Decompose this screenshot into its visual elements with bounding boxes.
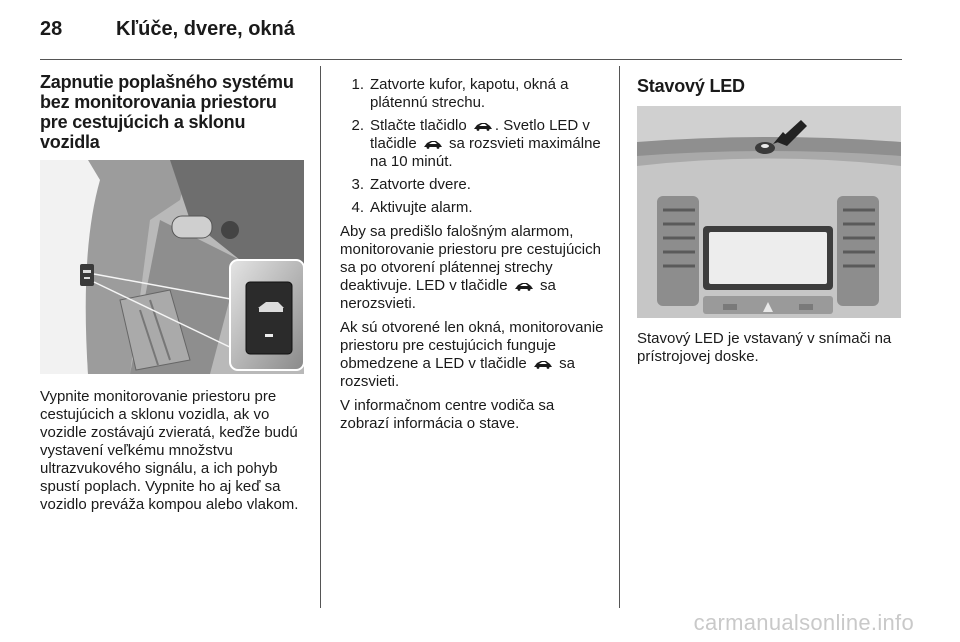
header-rule — [40, 59, 902, 60]
column-divider-1 — [320, 66, 321, 608]
section-heading-status-led: Stavový LED — [637, 76, 745, 96]
watermark: carmanualsonline.info — [693, 610, 914, 635]
paragraph-driver-info: V informačnom centre vodiča sa zobrazí informácia o stave. — [340, 397, 555, 432]
paragraph-alarm-info: Vypnite monitorovanie priestoru pre cestujúcich a sklonu vozidla, ak vo vozidle zostávajú zvieratá, keďže budú vystavení veľkému množstvu ultrazvukového signálu, a ich pohyb spustí poplach. Vypnite ho aj keď sa vozidlo preváža kompou alebo vlakom. — [40, 388, 299, 513]
steps-list — [340, 76, 604, 217]
list-item: 3. Zatvorte dvere. — [351, 176, 471, 193]
list-item: 1. Zatvorte kufor, kapotu, okná a plátennú strechu. — [351, 76, 569, 111]
car-tilt-icon — [423, 139, 443, 149]
right-column — [637, 76, 903, 366]
paragraph-false-alarm: Aby sa predišlo falošným alarmom, monitorovanie priestoru pre cestujúcich sa po otvorení plátennej strechy deaktivuje. LED v tlačidle sa nerozsvieti. — [340, 223, 601, 312]
list-item: 2. Stlačte tlačidlo . Svetlo LED v tlačidle sa rozsvieti maximálne na 10 minút. — [351, 117, 601, 170]
figure-status-led — [637, 106, 901, 318]
page-header — [40, 14, 295, 44]
car-tilt-icon — [473, 121, 493, 131]
illustration-driver-footwell — [40, 160, 304, 374]
paragraph-status-led: Stavový LED je vstavaný v snímači na prístrojovej doske. — [637, 330, 892, 365]
page-title: Kľúče, dvere, okná — [116, 17, 295, 40]
list-item: 4. Aktivujte alarm. — [351, 199, 473, 216]
figure-alarm-switch — [40, 160, 304, 374]
column-divider-2 — [619, 66, 620, 608]
illustration-dashboard — [637, 106, 901, 318]
car-tilt-icon — [533, 359, 553, 369]
middle-column — [340, 76, 604, 433]
paragraph-windows-open: Ak sú otvorené len okná, monitorovanie priestoru pre cestujúcich funguje obmedzene a LED v tlačidle sa rozsvieti. — [340, 319, 604, 390]
page-number: 28 — [40, 17, 63, 40]
left-column — [40, 72, 306, 514]
section-heading-alarm: Zapnutie poplašného systému bez monitorovania priestoru pre cestujúcich a sklonu vozidla — [40, 72, 294, 152]
car-tilt-icon — [514, 281, 534, 291]
